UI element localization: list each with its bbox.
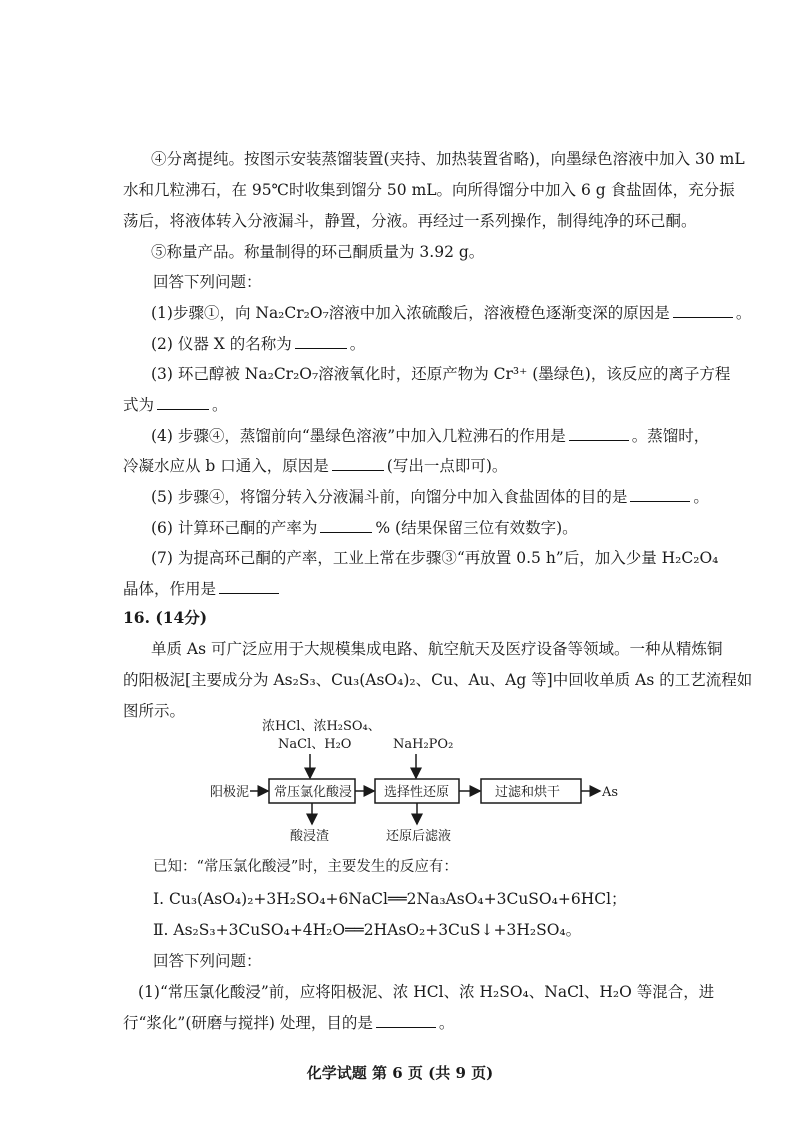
- flow-reagent-reduce: NaH₂PO₂: [393, 737, 454, 752]
- question-4-text: (4) 步骤④，蒸馏前向“墨绿色溶液”中加入几粒沸石的作用是: [151, 427, 566, 445]
- step4-line1: ④分离提纯。按图示安装蒸馏装置(夹持、加热装置省略)，向墨绿色溶液中加入 30 mL: [151, 150, 745, 168]
- question-16-intro-line2: 的阳极泥[主要成分为 As₂S₃、Cu₃(AsO₄)₂、Cu、Au、Ag 等]中回收单质 As 的工艺流程如: [123, 671, 753, 689]
- question-6-text: (6) 计算环己酮的产率为: [151, 519, 318, 537]
- question-5-text: (5) 步骤④，将馏分转入分液漏斗前，向馏分中加入食盐固体的目的是: [151, 488, 628, 506]
- flow-reagents-top-1: 浓HCl、浓H₂SO₄、: [262, 719, 381, 734]
- flow-box-filter-dry-label: 过滤和烘干: [495, 785, 561, 800]
- answer-blank[interactable]: [376, 1013, 436, 1028]
- step4-line3: 荡后，将液体转入分液漏斗，静置，分液。再经过一系列操作，制得纯净的环己酮。: [123, 212, 697, 230]
- question-7-text: 晶体，作用是: [123, 580, 217, 598]
- question-16-1-end: 。: [438, 1014, 455, 1032]
- flow-reagents-top-2: NaCl、H₂O: [278, 737, 352, 752]
- question-4-text-b: 。蒸馏时，: [631, 427, 710, 445]
- question-16-intro-line3: 图所示。: [123, 702, 186, 720]
- step5: ⑤称量产品。称量制得的环己酮质量为 3.92 g。: [151, 243, 485, 261]
- question-4-text-c: 冷凝水应从 b 口通入，原因是: [123, 457, 329, 475]
- flow-byproduct-residue: 酸浸渣: [290, 829, 330, 844]
- question-4-end: (写出一点即可)。: [386, 457, 508, 475]
- question-2-end: 。: [349, 335, 366, 353]
- reaction-2: Ⅱ. As₂S₃+3CuSO₄+4H₂O══2HAsO₂+3CuS↓+3H₂SO₄。: [153, 921, 582, 939]
- known-reactions-note: 已知：“常压氯化酸浸”时，主要发生的反应有：: [153, 859, 458, 875]
- question-16-header: 16. (14分): [123, 608, 208, 627]
- reaction-1: Ⅰ. Cu₃(AsO₄)₂+3H₂SO₄+6NaCl══2Na₃AsO₄+3CuSO₄+6HCl；: [153, 890, 627, 908]
- question-5-end: 。: [693, 488, 709, 506]
- question-1-end: 。: [735, 304, 752, 322]
- question-16-intro-line1: 单质 As 可广泛应用于大规模集成电路、航空航天及医疗设备等领域。一种从精炼铜: [151, 640, 723, 658]
- question-16-1-line1: (1)“常压氯化酸浸”前，应将阳极泥、浓 HCl、浓 H₂SO₄、NaCl、H₂O 等混合，进: [138, 983, 715, 1001]
- flow-output: As: [602, 785, 619, 800]
- question-3-line1: (3) 环己醇被 Na₂Cr₂O₇溶液氧化时，还原产物为 Cr³⁺ (墨绿色)，该反应的离子方程: [151, 365, 731, 383]
- flow-input: 阳极泥: [210, 785, 250, 800]
- step4-line2: 水和几粒沸石，在 95℃时收集到馏分 50 mL。向所得馏分中加入 6 g 食盐固体，充分振: [123, 181, 735, 199]
- question-1-text: (1)步骤①，向 Na₂Cr₂O₇溶液中加入浓硫酸后，溶液橙色逐渐变深的原因是: [151, 304, 670, 322]
- flow-byproduct-filtrate: 还原后滤液: [386, 829, 452, 844]
- question-16-1-line2: [123, 1013, 454, 1033]
- answer-prompt-2: 回答下列问题：: [153, 952, 262, 970]
- question-6-end: % (结果保留三位有效数字)。: [375, 519, 578, 537]
- question-3-text: 式为: [123, 396, 155, 414]
- question-7-line1: (7) 为提高环己酮的产率，工业上常在步骤③“再放置 0.5 h”后，加入少量 H₂C₂O₄: [151, 549, 719, 567]
- question-3-end: 。: [212, 396, 228, 414]
- page-footer: 化学试题 第 6 页 (共 9 页): [306, 1064, 494, 1082]
- question-2-text: (2) 仪器 X 的名称为: [151, 335, 292, 353]
- flow-box-acid-leach-label: 常压氯化酸浸: [274, 785, 353, 800]
- answer-prompt-1: 回答下列问题：: [153, 273, 262, 291]
- question-16-1-text: 行“浆化”(研磨与搅拌) 处理，目的是: [123, 1014, 373, 1032]
- flow-box-reduction-label: 选择性还原: [384, 785, 450, 800]
